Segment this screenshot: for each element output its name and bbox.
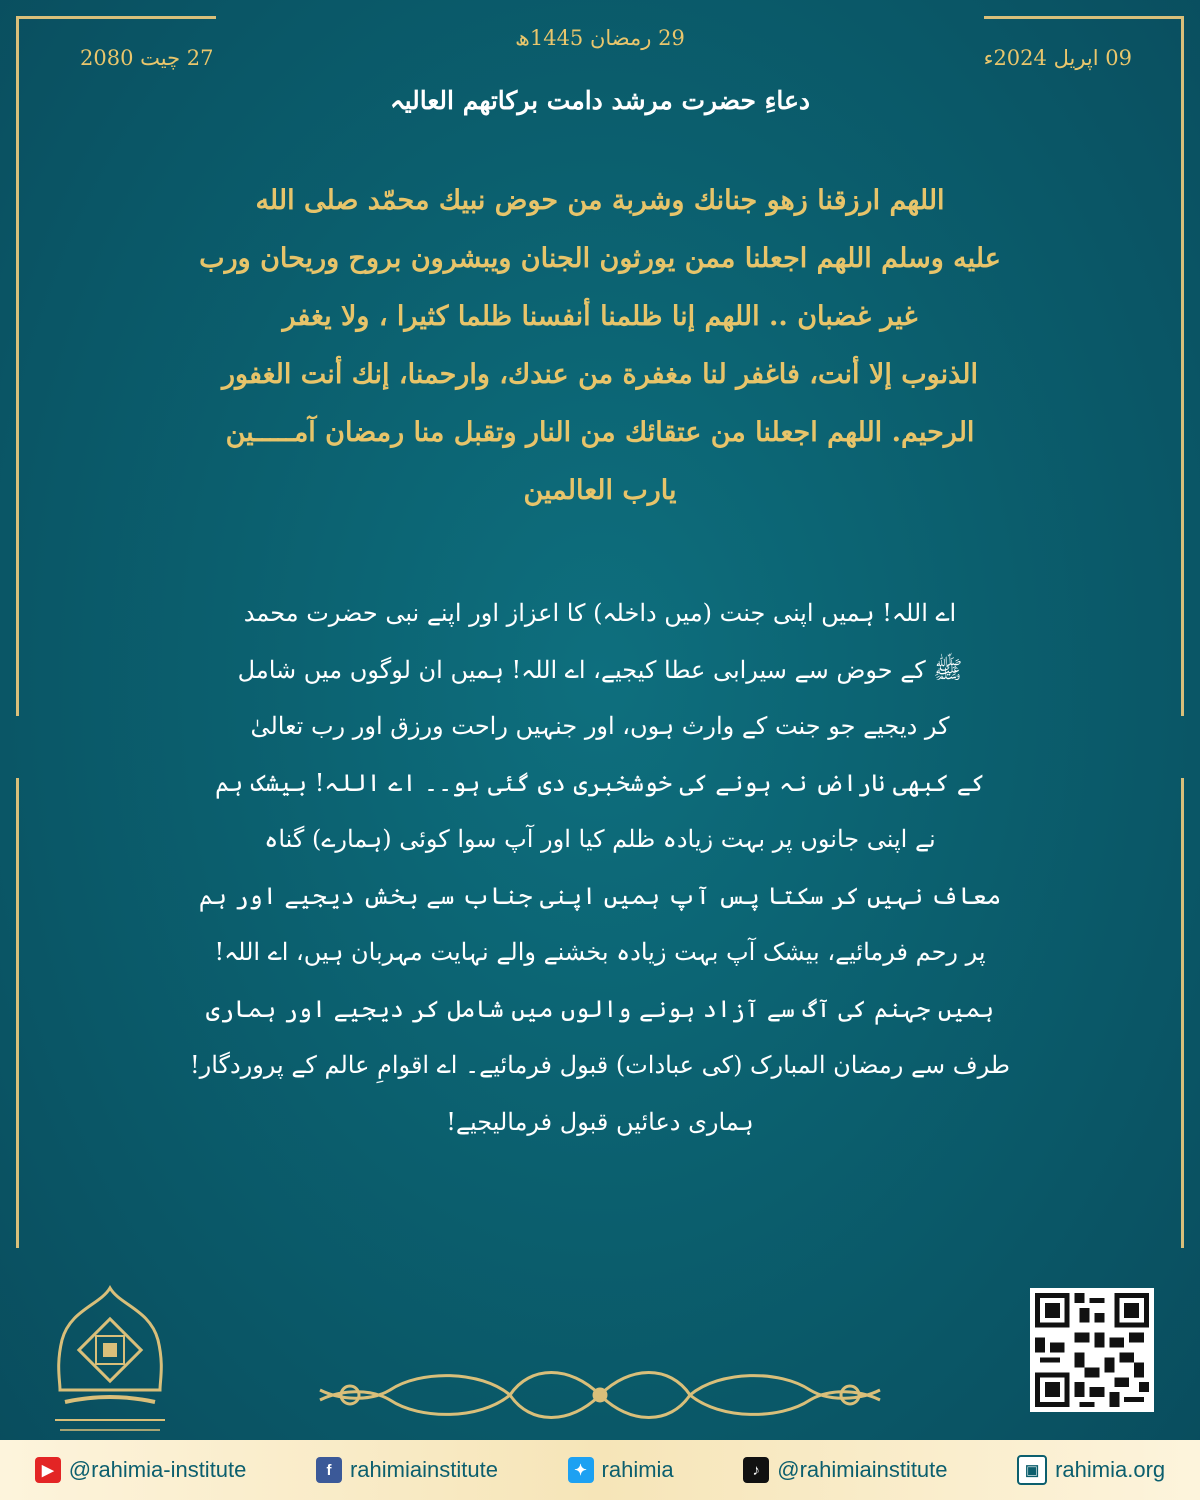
arabic-dua: [100, 172, 1100, 520]
urdu-line: ﷺ کے حوض سے سیرابی عطا کیجیے، اے اللہ! ہمیں ان لوگوں میں شامل: [237, 655, 963, 684]
urdu-line: نے اپنی جانوں پر بہت زیادہ ظلم کیا اور آپ سوا کوئی (ہمارے) گناہ: [264, 825, 936, 853]
youtube-handle: @rahimia-institute: [68, 1457, 247, 1482]
social-footer: [0, 1440, 1200, 1500]
gold-ornament: [300, 1360, 900, 1430]
rahimia-logo: [40, 1280, 180, 1440]
urdu-line: معاف نہیں کر سکتا پس آپ ہمیں اپنی جناب سے بخش دیجیے اور ہم: [198, 881, 1002, 910]
twitter-icon: ✦: [568, 1457, 594, 1483]
twitter-link[interactable]: [568, 1457, 674, 1483]
urdu-line: کے کبھی ناراض نہ ہونے کی خوشخبری دی گئی ہو۔۔ اے اللہ! بیشک ہم: [215, 768, 985, 797]
youtube-link[interactable]: [35, 1457, 247, 1483]
arabic-line: يارب العالمين: [523, 475, 677, 506]
frame-left-lower-line: [16, 778, 19, 1248]
arabic-line: الذنوب إلا أنت، فاغفر لنا مغفرة من عندك، وارحمنا، إنك أنت الغفور: [222, 359, 978, 390]
facebook-icon: f: [316, 1457, 342, 1483]
urdu-line: کر دیجیے جو جنت کے وارث ہوں، اور جنہیں راحت ورزق اور رب تعالیٰ: [250, 712, 950, 740]
hijri-date: 29 رمضان 1445ھ: [515, 26, 685, 50]
urdu-translation: [100, 585, 1100, 1150]
website-link[interactable]: [1017, 1455, 1165, 1485]
urdu-line: پر رحم فرمائیے، بیشک آپ بہت زیادہ بخشنے والے نہایت مہربان ہیں، اے اللہ!: [214, 938, 986, 966]
page-title: دعاءِ حضرت مرشد دامت برکاتھم العالیہ: [389, 86, 811, 115]
facebook-link[interactable]: [316, 1457, 498, 1483]
urdu-line: طرف سے رمضان المبارک (کی عبادات) قبول فرمائیے۔ اے اقوامِ عالم کے پروردگار!: [189, 1051, 1011, 1079]
urdu-line: ہمیں جہنم کی آگ سے آزاد ہونے والوں میں شامل کر دیجیے اور ہماری: [205, 994, 995, 1023]
arabic-line: اللهم ارزقنا زهو جنانك وشربة من حوض نبيك محمّد صلى الله: [255, 185, 945, 216]
gregorian-date: 09 اپریل 2024ء: [983, 46, 1132, 70]
urdu-line: ہماری دعائیں قبول فرمالیجیے!: [446, 1107, 754, 1136]
facebook-handle: rahimiainstitute: [349, 1457, 498, 1482]
bikrami-date: 27 چیت 2080: [80, 46, 214, 70]
tiktok-icon: ♪: [743, 1457, 769, 1483]
twitter-handle: rahimia: [601, 1457, 674, 1482]
frame-left-upper-line: [16, 16, 19, 716]
website-url: rahimia.org: [1055, 1457, 1166, 1482]
youtube-icon: ▶: [35, 1457, 61, 1483]
frame-top-right-line: [984, 16, 1184, 19]
frame-top-left-line: [16, 16, 216, 19]
frame-right-lower-line: [1181, 778, 1184, 1248]
arabic-line: الرحيم. اللهم اجعلنا من عتقائك من النار وتقبل منا رمضان آمـــــين: [225, 417, 975, 448]
qr-code: [1030, 1288, 1154, 1412]
tiktok-handle: @rahimiainstitute: [777, 1457, 948, 1482]
arabic-line: عليه وسلم اللهم اجعلنا ممن يورثون الجنان ويبشرون بروح وريحان ورب: [199, 243, 1001, 274]
tiktok-link[interactable]: [743, 1457, 947, 1483]
urdu-line: اے اللہ! ہمیں اپنی جنت (میں داخلہ) کا اعزاز اور اپنے نبی حضرت محمد: [243, 599, 957, 627]
arabic-line: غير غضبان .. اللهم إنا ظلمنا أنفسنا ظلما كثيرا ، ولا يغفر: [282, 301, 918, 332]
frame-right-upper-line: [1181, 16, 1184, 716]
website-qr-icon: ▣: [1017, 1455, 1047, 1485]
